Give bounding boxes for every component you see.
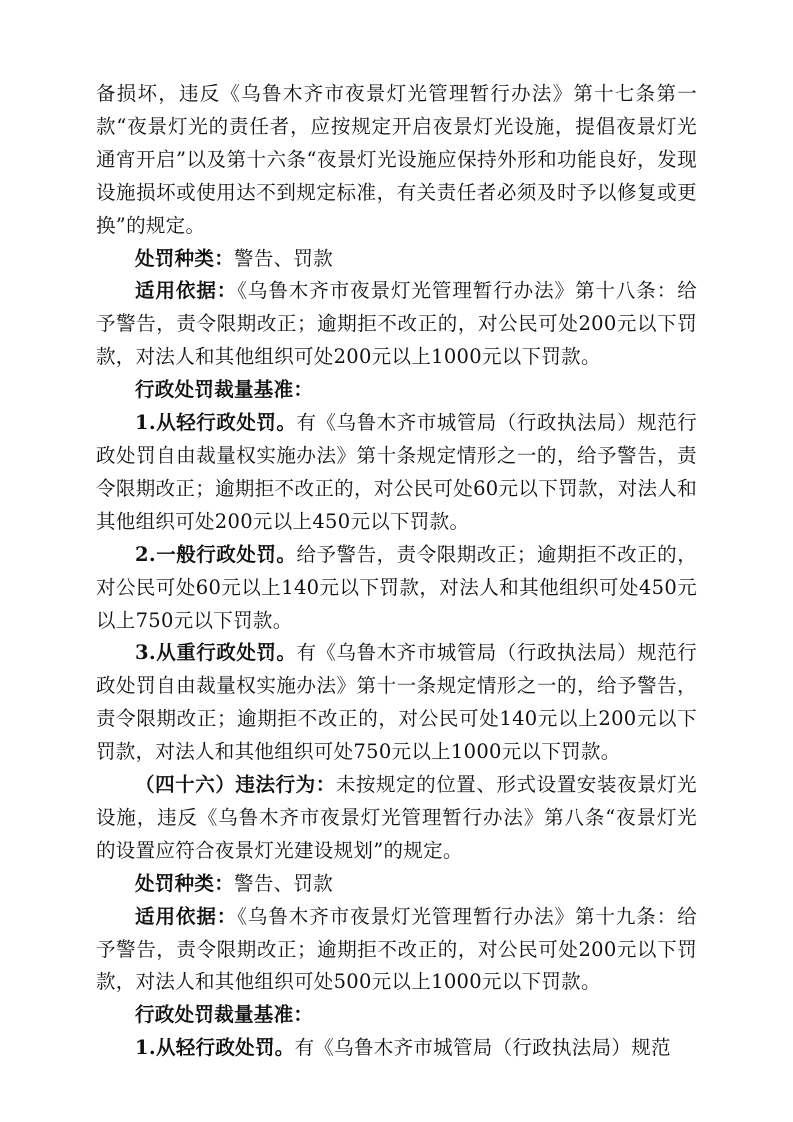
paragraph-text: 警告、罚款	[234, 871, 334, 895]
paragraph-text: 有《乌鲁木齐市城管局（行政执法局）规范	[294, 1036, 671, 1060]
violation-46-paragraph	[96, 769, 697, 868]
discretion-standard-heading	[96, 374, 697, 407]
lenient-penalty-paragraph	[96, 407, 697, 539]
lenient-penalty-paragraph	[96, 1032, 697, 1065]
paragraph-text: 未按规定的位置、形式设置安装夜景灯光设施，违反《乌鲁木齐市夜景灯光管理暂行办法》第八条“夜景灯光的设置应符合夜景灯光建设规划”的规定。	[96, 773, 697, 862]
paragraph-label: 处罚种类：	[135, 246, 235, 270]
paragraph-text: 《乌鲁木齐市夜景灯光管理暂行办法》第十九条：给予警告，责令限期改正；逾期拒不改正的，对公民可处200元以下罚款，对法人和其他组织可处500元以上1000元以下罚款。	[96, 904, 697, 994]
paragraph-text: 备损坏，违反《乌鲁木齐市夜景灯光管理暂行办法》第十七条第一款“夜景灯光的责任者，应按规定开启夜景灯光设施，提倡夜景灯光通宵开启”以及第十六条“夜景灯光设施应保持外形和功能良好，发现设施损坏或使用达不到规定标准，有关责任者必须及时予以修复或更换”的规定。	[96, 82, 697, 237]
paragraph-label: 处罚种类：	[135, 871, 235, 895]
discretion-standard-heading	[96, 999, 697, 1032]
legal-basis-paragraph	[96, 275, 697, 374]
paragraph-label: 适用依据：	[135, 904, 238, 928]
paragraph-label: 行政处罚裁量基准：	[135, 1003, 314, 1027]
paragraph-label: 3.从重行政处罚。	[135, 641, 297, 665]
paragraph-label: 1.从轻行政处罚。	[135, 1036, 295, 1060]
paragraph-label: 行政处罚裁量基准：	[135, 378, 314, 402]
paragraph-text: 警告、罚款	[234, 246, 334, 270]
penalty-type-paragraph	[96, 243, 697, 276]
severe-penalty-paragraph	[96, 637, 697, 769]
paragraph-label: （四十六）违法行为：	[135, 773, 336, 797]
penalty-type-paragraph	[96, 868, 697, 901]
continuation-paragraph	[96, 78, 697, 243]
legal-basis-paragraph	[96, 901, 697, 1000]
paragraph-text: 《乌鲁木齐市夜景灯光管理暂行办法》第十八条：给予警告，责令限期改正；逾期拒不改正的，对公民可处200元以下罚款，对法人和其他组织可处200元以上1000元以下罚款。	[96, 279, 697, 369]
paragraph-label: 1.从轻行政处罚。	[135, 411, 297, 435]
general-penalty-paragraph	[96, 539, 697, 638]
paragraph-text: 有《乌鲁木齐市城管局（行政执法局）规范行政处罚自由裁量权实施办法》第十一条规定情形之一的，给予警告，责令限期改正；逾期拒不改正的，对公民可处140元以上200元以下罚款，对法人和其他组织可处750元以上1000元以下罚款。	[96, 641, 697, 764]
paragraph-text: 给予警告，责令限期改正；逾期拒不改正的，对公民可处60元以上140元以下罚款，对法人和其他组织可处450元以上750元以下罚款。	[96, 542, 697, 632]
paragraph-label: 适用依据：	[135, 279, 238, 303]
paragraph-label: 2.一般行政处罚。	[135, 542, 297, 566]
paragraph-text: 有《乌鲁木齐市城管局（行政执法局）规范行政处罚自由裁量权实施办法》第十条规定情形之一的，给予警告，责令限期改正；逾期拒不改正的，对公民可处60元以下罚款，对法人和其他组织可处200元以上450元以下罚款。	[96, 411, 697, 533]
